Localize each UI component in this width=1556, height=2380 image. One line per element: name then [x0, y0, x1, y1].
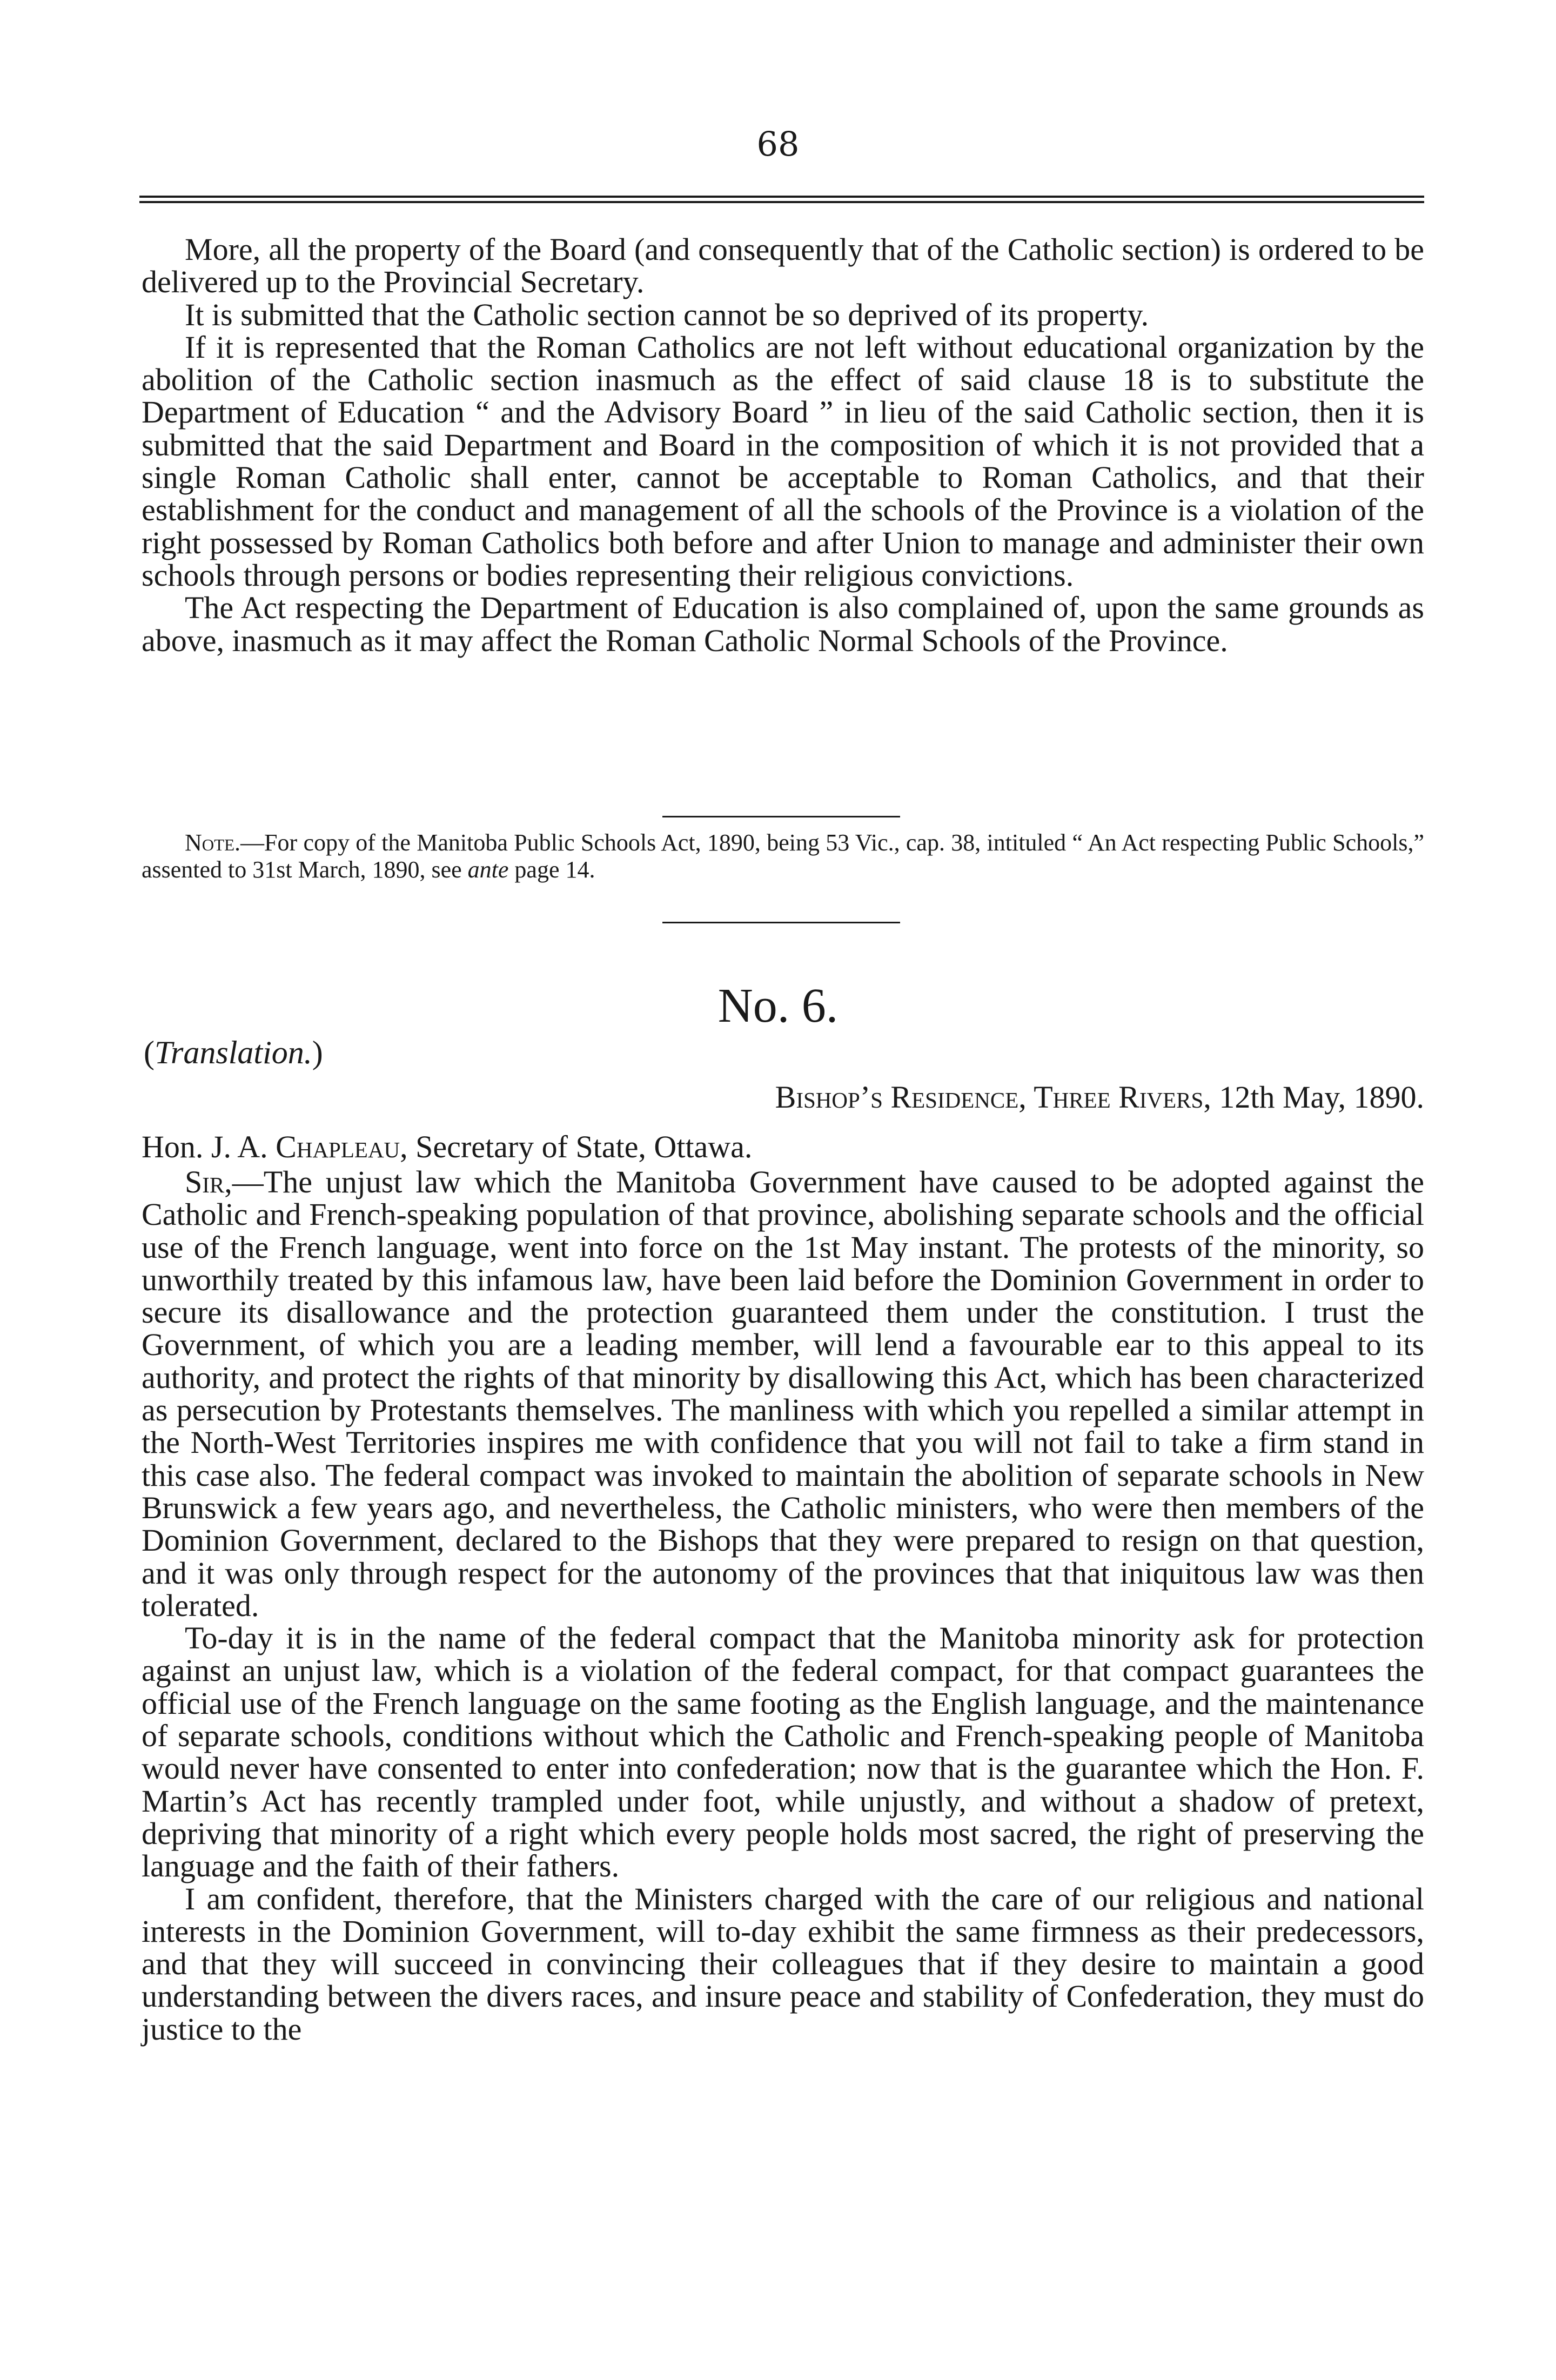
translation-label: (Translation.) — [144, 1035, 323, 1070]
dateline-place: Bishop’s Residence, Three Rivers, — [775, 1080, 1211, 1115]
header-double-rule — [139, 196, 1424, 203]
complaint-section — [142, 233, 1424, 657]
section-divider — [662, 816, 900, 817]
addressee-name: Chapleau — [276, 1129, 400, 1164]
note-text: —For copy of the Manitoba Public Schools Act, 1890, being 53 Vic., cap. 38, intituled “ An Act respecting Public Schools,” assented to 31st March, 1890, see — [142, 829, 1424, 883]
section-divider — [662, 922, 900, 923]
footnote — [142, 829, 1424, 883]
paragraph: More, all the property of the Board (and consequently that of the Catholic section) is ordered to be delivered up to the Provincial Secretary. — [142, 232, 1424, 300]
letter-body — [142, 1166, 1424, 2046]
letter-paragraph — [142, 1166, 1424, 1622]
dateline — [775, 1080, 1424, 1115]
dateline-date: 12th May, 1890. — [1211, 1080, 1424, 1115]
addressee-suffix: , Secretary of State, Ottawa. — [400, 1129, 753, 1164]
document-number: No. 6. — [717, 979, 839, 1033]
letter-paragraph: I am confident, therefore, that the Ministers charged with the care of our religious and national interests in the Dominion Government, will to-day exhibit the same firmness as their predecessors, and that they will succeed in convincing their colleagues that if they desire to maintain a good understanding between the divers races, and insure peace and stability of Confederation, they must do justice to the — [142, 1881, 1424, 2047]
letter-paragraph: To-day it is in the name of the federal compact that the Manitoba minority ask for protection against an unjust law, which is a violation of the federal compact, for that compact guarantees the official use of the French language on the same footing as the English language, and the maintenance of separate schools, conditions without which the Catholic and French-speaking people of Manitoba would never have consented to enter into confederation; now that is the guarantee which the Hon. F. Martin’s Act has recently trampled under foot, while unjustly, and without a shadow of pretext, depriving that minority of a right which every people holds most sacred, the right of preserving the language and the faith of their fathers. — [142, 1620, 1424, 1884]
addressee — [142, 1129, 752, 1165]
note-ante: ante — [467, 856, 509, 883]
salutation: Sir, — [185, 1164, 232, 1199]
note-label: Note. — [185, 829, 241, 856]
translation-text: Translation. — [154, 1035, 312, 1070]
addressee-prefix: Hon. J. A. — [142, 1129, 276, 1164]
letter-paragraph-text: —The unjust law which the Manitoba Government have caused to be adopted against the Catholic and French-speaking population of that province, abolishing separate schools and the official use of the French language, went into force on the 1st May instant. The protests of the minority, so unworthily treated by this infamous law, have been laid before the Dominion Government in order to secure its disallowance and the protection guaranteed them under the constitution. I trust the Government, of which you are a leading member, will lend a favourable ear to this appeal to its authority, and protect the rights of that minority by disallowing this Act, which has been characterized as persecution by Protestants themselves. The manliness with which you repelled a similar attempt in the North-West Territories inspires me with confidence that you will not fail to take a firm stand in this case also. The federal compact was invoked to maintain the abolition of separate schools in New Brunswick a few years ago, and nevertheless, the Catholic ministers, who were then members of the Dominion Government, declared to the Bishops that they were prepared to resign on that question, and it was only through respect for the autonomy of the provinces that that iniquitous law was then tolerated. — [142, 1164, 1424, 1623]
paragraph: The Act respecting the Department of Education is also complained of, upon the same grounds as above, inasmuch as it may affect the Roman Catholic Normal Schools of the Province. — [142, 590, 1424, 658]
note-page-ref: page 14. — [508, 856, 595, 883]
paragraph: If it is represented that the Roman Catholics are not left without educational organization by the abolition of the Catholic section inasmuch as the effect of said clause 18 is to substitute the Department of Education “ and the Advisory Board ” in lieu of the said Catholic section, then it is submitted that the said Department and Board in the composition of which it is not provided that a single Roman Catholic shall enter, cannot be acceptable to Roman Catholics, and that their establishment for the conduct and management of all the schools of the Province is a violation of the right possessed by Roman Catholics both before and after Union to manage and administer their own schools through persons or bodies representing their religious convictions. — [142, 329, 1424, 593]
paragraph: It is submitted that the Catholic section cannot be so deprived of its property. — [185, 297, 1149, 332]
page-number: 68 — [756, 124, 800, 164]
